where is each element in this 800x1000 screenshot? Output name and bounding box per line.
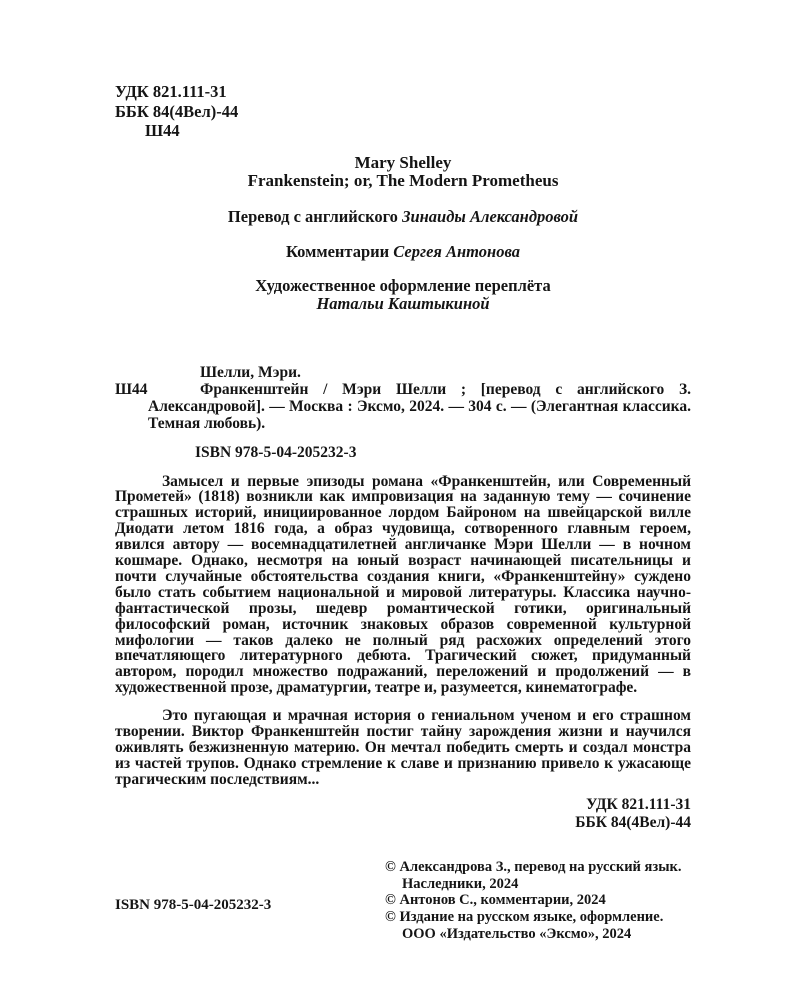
- bottom-bbk-code: ББК 84(4Вел)-44: [575, 814, 691, 832]
- copyright-text: Александрова З., перевод на русский язык. Наследники, 2024: [399, 858, 682, 892]
- copyright-item: [385, 859, 691, 893]
- comments-label: Комментарии: [286, 241, 390, 261]
- footer-isbn: ISBN 978-5-04-205232-3: [115, 896, 272, 913]
- copyright-item: [385, 892, 691, 909]
- translator-name: Зинаиды Александровой: [402, 206, 579, 226]
- english-title-block: [115, 154, 691, 191]
- catalog-description: Франкенштейн / Мэри Шелли ; [перевод с английского З. Александровой]. — Москва : Эксмо, 2024. — 304 с. — (Элегантная классика. Темная любовь).: [148, 380, 691, 433]
- copyright-symbol: ©: [385, 858, 396, 875]
- commentator-name: Сергея Антонова: [393, 241, 520, 261]
- english-author: Mary Shelley: [354, 152, 452, 172]
- copyright-text: Издание на русском языке, оформление. ООО «Издательство «Эксмо», 2024: [399, 909, 664, 942]
- catalog-author: Шелли, Мэри.: [200, 363, 301, 381]
- comments-credit: [115, 242, 691, 261]
- footer-row: [115, 859, 691, 943]
- annotation-paragraph-2: Это пугающая и мрачная история о гениальном ученом и его страшном творении. Виктор Франкенштейн постиг тайну зарождения жизни и научился оживлять безжизненную материю. Он мечтал победить смерть и создал монстра из частей трупов. Однако стремление к славе и признанию привело к ужасающе трагическим последствиям...: [115, 707, 691, 788]
- copyright-text: Антонов С., комментарии, 2024: [399, 892, 606, 909]
- top-classification-codes: [115, 82, 691, 141]
- copyright-block: [385, 859, 691, 943]
- designer-name: Натальи Каштыкиной: [316, 294, 490, 313]
- translation-credit: [115, 207, 691, 226]
- udk-code: УДК 821.111-31: [115, 82, 227, 101]
- copyright-item: [385, 909, 691, 943]
- copyright-symbol: ©: [385, 892, 396, 909]
- page-content: [115, 82, 691, 943]
- design-label: Художественное оформление переплёта: [255, 275, 551, 295]
- catalog-isbn: ISBN 978-5-04-205232-3: [195, 444, 357, 462]
- bbk-code: ББК 84(4Вел)-44: [115, 101, 239, 121]
- bottom-udk-code: УДК 821.111-31: [586, 795, 691, 813]
- bottom-classification-codes: [115, 796, 691, 833]
- copyright-symbol: ©: [385, 909, 396, 926]
- english-title: Frankenstein; or, The Modern Prometheus: [247, 171, 559, 190]
- catalog-card: [115, 364, 691, 462]
- translation-label: Перевод с английского: [227, 206, 398, 226]
- annotation-paragraph-1: Замысел и первые эпизоды романа «Франкенштейн, или Современный Прометей» (1818) возникли как импровизация на заданную тему — сочинение страшных историй, инициированное лордом Байроном на швейцарской вилле Диодати летом 1816 года, а образ чудовища, сотворенного главным героем, явился автору — восемнадцатилетней англичанке Мэри Шелли — в ночном кошмаре. Однако, несмотря на юный возраст начинающей писательницы и почти случайные обстоятельства создания книги, «Франкенштейну» суждено было стать событием национальной и мировой литературы. Классика научно-фантастической прозы, шедевр романтической готики, оригинальный философский роман, источник знаковых образов современной культурной мифологии — таков далеко не полный ряд расхожих определений этого впечатляющего литературного дебюта. Трагический сюжет, придуманный автором, породил множество подражаний, переложений и продолжений — в художественной прозе, драматургии, театре и, разумеется, кинематографе.: [115, 472, 691, 697]
- catalog-shelf-code: Ш44: [115, 380, 148, 398]
- design-credit: [115, 277, 691, 314]
- shelf-code: Ш44: [145, 121, 180, 140]
